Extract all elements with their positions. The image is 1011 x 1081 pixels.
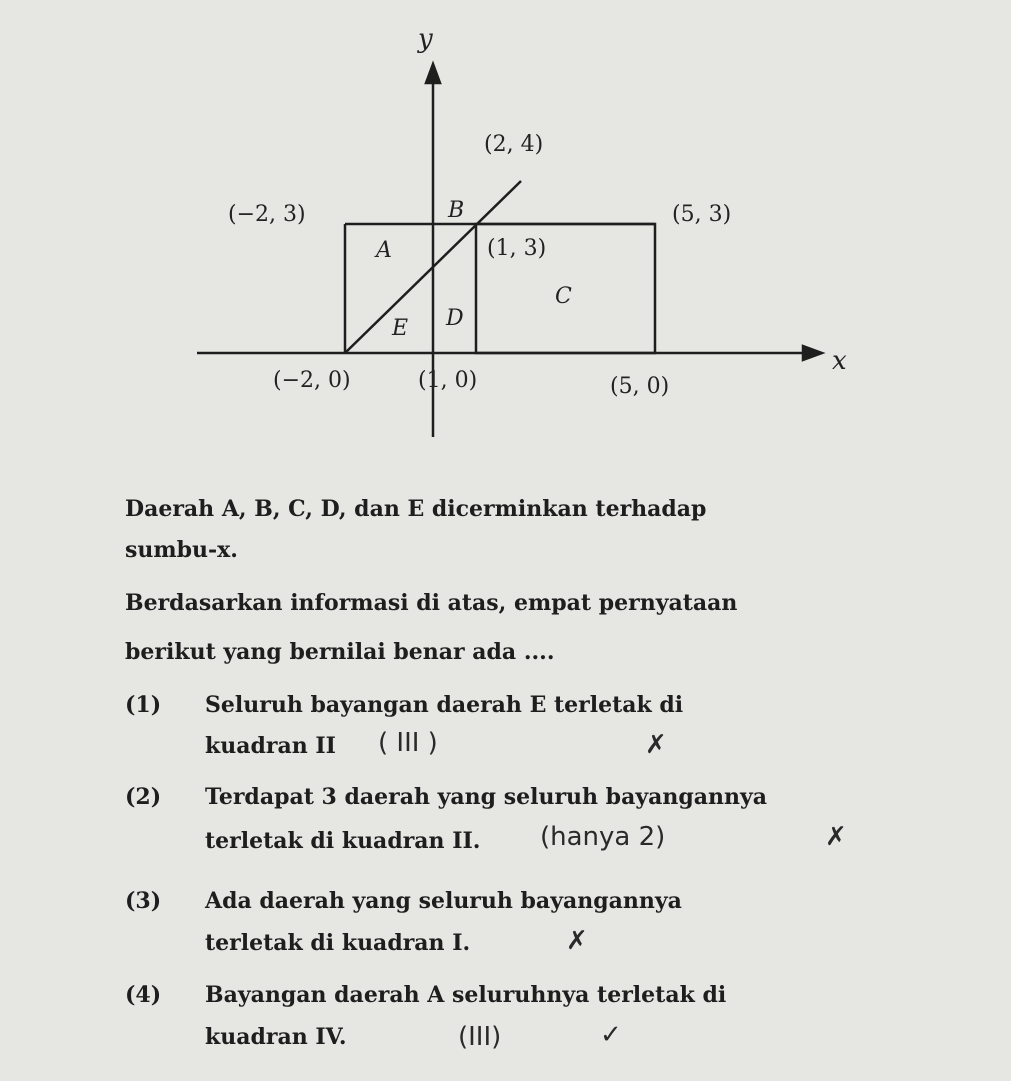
statement-4-line-2: kuadran IV.	[205, 1024, 347, 1050]
region-b-label: B	[448, 198, 465, 223]
handwritten-note-2: (hanya 2)	[540, 822, 666, 852]
intro-line-2: sumbu-x.	[125, 537, 238, 563]
statement-2-line-2: terletak di kuadran II.	[205, 828, 481, 854]
point-label-minus2-3: (−2, 3)	[228, 202, 306, 227]
handwritten-note-1: ( III )	[378, 728, 438, 758]
statement-1-number: (1)	[125, 692, 162, 718]
diagram-svg	[0, 0, 1011, 460]
handwritten-mark-1: ✗	[645, 730, 667, 760]
point-label-1-3: (1, 3)	[487, 236, 547, 261]
statement-4-line-1: Bayangan daerah A seluruhnya terletak di	[205, 982, 727, 1008]
region-a-label: A	[376, 238, 392, 263]
point-label-1-0: (1, 0)	[418, 368, 478, 393]
statement-1-line-1: Seluruh bayangan daerah E terletak di	[205, 692, 684, 718]
region-c-label: C	[555, 284, 572, 309]
handwritten-note-4: (III)	[458, 1022, 502, 1052]
handwritten-mark-3: ✗	[566, 926, 588, 956]
coordinate-diagram	[0, 0, 1011, 460]
point-label-5-0: (5, 0)	[610, 374, 670, 399]
statement-3-line-1: Ada daerah yang seluruh bayangannya	[205, 888, 682, 914]
statement-4-number: (4)	[125, 982, 162, 1008]
prompt-line-1: Berdasarkan informasi di atas, empat pernyataan	[125, 590, 738, 616]
y-axis-label: y	[418, 24, 433, 54]
handwritten-mark-4: ✓	[600, 1020, 622, 1050]
prompt-line-2: berikut yang bernilai benar ada ....	[125, 639, 555, 665]
x-axis-arrow	[803, 346, 822, 360]
statement-3-number: (3)	[125, 888, 162, 914]
region-e-label: E	[392, 316, 409, 341]
statement-2-line-1: Terdapat 3 daerah yang seluruh bayangannya	[205, 784, 768, 810]
x-axis-label: x	[832, 346, 847, 376]
intro-line-1: Daerah A, B, C, D, dan E dicerminkan terhadap	[125, 496, 707, 522]
statement-1-line-2: kuadran II	[205, 733, 336, 759]
point-label-2-4: (2, 4)	[484, 132, 544, 157]
region-d-label: D	[446, 306, 464, 331]
handwritten-mark-2: ✗	[825, 822, 847, 852]
y-axis-arrow	[426, 64, 440, 83]
statement-2-number: (2)	[125, 784, 162, 810]
statement-3-line-2: terletak di kuadran I.	[205, 930, 471, 956]
point-label-5-3: (5, 3)	[672, 202, 732, 227]
point-label-minus2-0: (−2, 0)	[273, 368, 351, 393]
